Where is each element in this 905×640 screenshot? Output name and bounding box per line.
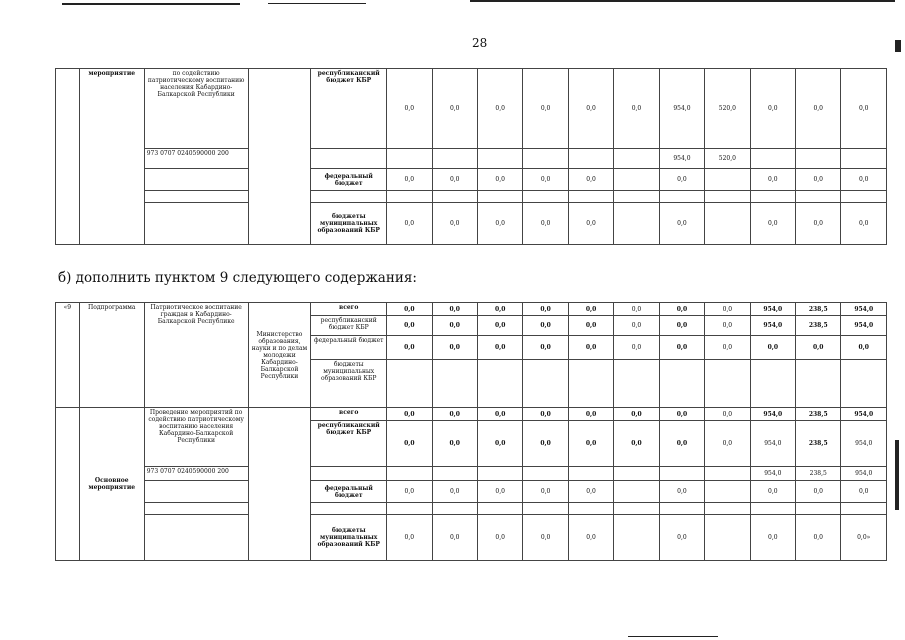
value-cell: 0,0 (614, 69, 659, 149)
value-cell (387, 503, 432, 515)
value-cell (432, 149, 477, 169)
value-cell (523, 360, 568, 408)
value-cell: 0,0 (841, 169, 887, 191)
cell-empty (387, 191, 432, 203)
value-cell: 0,0 (568, 515, 613, 561)
cell-empty (659, 191, 704, 203)
funding-source: всего (311, 408, 387, 421)
event-type-label: мероприятие (79, 69, 144, 245)
value-cell: 238,5 (796, 303, 841, 316)
value-cell: 0,0 (477, 481, 522, 503)
value-cell: 0,0 (705, 303, 750, 316)
value-cell: 0,0 (523, 303, 568, 316)
value-cell: 0,0 (432, 408, 477, 421)
value-cell (750, 503, 795, 515)
value-cell: 238,5 (796, 408, 841, 421)
cell-empty (705, 191, 750, 203)
section-heading: б) дополнить пунктом 9 следующего содержания: (58, 270, 417, 286)
value-cell (614, 149, 659, 169)
value-cell: 0,0 (477, 421, 522, 467)
value-cell: 238,5 (796, 316, 841, 336)
value-cell: 0,0 (614, 421, 659, 467)
value-cell: 0,0 (796, 336, 841, 360)
top-rule-left (62, 3, 240, 5)
value-cell: 0,0 (796, 481, 841, 503)
value-cell: 0,0 (796, 515, 841, 561)
value-cell: 0,0 (477, 515, 522, 561)
item-number: «9 (56, 303, 80, 408)
scan-edge-mark (895, 40, 901, 52)
funding-source (311, 467, 387, 481)
value-cell (477, 503, 522, 515)
value-cell: 0,0 (705, 316, 750, 336)
value-cell (523, 149, 568, 169)
cell-empty (841, 191, 887, 203)
value-cell: 0,0 (841, 69, 887, 149)
funding-source: республиканский бюджет КБР (311, 69, 387, 149)
value-cell: 0,0 (659, 336, 704, 360)
value-cell: 0,0 (705, 421, 750, 467)
value-cell: 954,0 (750, 421, 795, 467)
cell-empty (144, 169, 248, 191)
value-cell (841, 503, 887, 515)
value-cell: 0,0 (659, 169, 704, 191)
value-cell (614, 203, 659, 245)
value-cell: 0,0 (568, 421, 613, 467)
value-cell: 0,0 (568, 169, 613, 191)
value-cell: 0,0 (750, 336, 795, 360)
value-cell: 0,0 (477, 203, 522, 245)
funding-source (311, 503, 387, 515)
value-cell: 0,0 (523, 169, 568, 191)
value-cell (750, 360, 795, 408)
value-cell: 0,0 (568, 303, 613, 316)
value-cell (614, 481, 659, 503)
value-cell: 0,0 (387, 421, 432, 467)
value-cell: 0,0 (432, 481, 477, 503)
value-cell: 0,0 (432, 336, 477, 360)
value-cell: 954,0 (841, 316, 887, 336)
value-cell: 0,0 (750, 203, 795, 245)
value-cell: 0,0 (750, 515, 795, 561)
value-cell (796, 360, 841, 408)
top-rule-mid (268, 3, 366, 4)
value-cell: 954,0 (659, 69, 704, 149)
funding-source: федеральный бюджет (311, 169, 387, 191)
value-cell: 0,0 (659, 481, 704, 503)
value-cell (432, 467, 477, 481)
page-number: 28 (472, 36, 488, 50)
value-cell: 0,0 (796, 169, 841, 191)
value-cell: 954,0 (750, 467, 795, 481)
cell-empty (248, 69, 311, 245)
event-name: по содействию патриотическому воспитанию населения Кабардино-Балкарской Республики (144, 69, 248, 149)
value-cell (705, 481, 750, 503)
value-cell: 0,0 (568, 69, 613, 149)
value-cell: 0,0 (523, 408, 568, 421)
value-cell (477, 467, 522, 481)
cell-empty (568, 191, 613, 203)
value-cell: 0,0 (659, 303, 704, 316)
value-cell: 0,0 (523, 421, 568, 467)
value-cell (705, 503, 750, 515)
value-cell (659, 503, 704, 515)
funding-source: республиканский бюджет КБР (311, 316, 387, 336)
value-cell: 0,0 (841, 203, 887, 245)
value-cell (705, 360, 750, 408)
cell-empty (144, 515, 248, 561)
value-cell: 0,0 (568, 316, 613, 336)
value-cell: 0,0 (796, 203, 841, 245)
value-cell: 0,0 (750, 481, 795, 503)
scan-edge-mark (895, 440, 899, 510)
value-cell (705, 203, 750, 245)
value-cell: 0,0 (477, 336, 522, 360)
cell-empty (144, 203, 248, 245)
value-cell: 0,0 (568, 336, 613, 360)
value-cell: 0,0 (432, 303, 477, 316)
cell-empty (477, 191, 522, 203)
value-cell: 0,0 (432, 316, 477, 336)
value-cell (387, 467, 432, 481)
executor: Министерство образования, науки и по делам молодежи Кабардино-Балкарской Республики (248, 303, 311, 408)
cell-empty (56, 408, 80, 561)
value-cell: 0,0 (432, 203, 477, 245)
value-cell: 0,0 (387, 515, 432, 561)
value-cell (523, 467, 568, 481)
value-cell: 0,0 (387, 303, 432, 316)
main-event-name: Проведение мероприятий по содействию патриотическому воспитанию населения Кабардино-Балкарской Республики (144, 408, 248, 467)
value-cell: 0,0 (387, 481, 432, 503)
budget-code: 973 0707 0240590000 200 (144, 149, 248, 169)
value-cell: 0,0 (477, 69, 522, 149)
value-cell: 0,0 (477, 303, 522, 316)
cell-empty (523, 191, 568, 203)
value-cell: 520,0 (705, 149, 750, 169)
value-cell: 0,0 (387, 169, 432, 191)
cell-empty (144, 191, 248, 203)
bottom-rule (628, 636, 718, 637)
value-cell: 0,0 (387, 316, 432, 336)
budget-table-item-9 (55, 302, 887, 561)
funding-source: бюджеты муниципальных образований КБР (311, 515, 387, 561)
value-cell: 954,0 (750, 408, 795, 421)
cell-empty (432, 191, 477, 203)
value-cell: 0,0 (477, 316, 522, 336)
value-cell: 0,0 (432, 169, 477, 191)
cell-empty (614, 191, 659, 203)
value-cell: 0,0 (614, 408, 659, 421)
value-cell: 0,0 (387, 203, 432, 245)
value-cell: 954,0 (841, 303, 887, 316)
value-cell (796, 149, 841, 169)
cell-empty (248, 408, 311, 561)
value-cell: 0,0 (432, 421, 477, 467)
funding-source: федеральный бюджет (311, 481, 387, 503)
value-cell (432, 360, 477, 408)
value-cell (387, 149, 432, 169)
value-cell: 0,0 (568, 408, 613, 421)
budget-code: 973 0707 0240590000 200 (144, 467, 248, 481)
funding-source: республиканский бюджет КБР (311, 421, 387, 467)
value-cell: 954,0 (659, 149, 704, 169)
value-cell (705, 467, 750, 481)
value-cell (432, 503, 477, 515)
value-cell: 0,0 (659, 203, 704, 245)
top-rule-right (470, 0, 895, 2)
value-cell (841, 149, 887, 169)
value-cell (614, 467, 659, 481)
value-cell: 0,0 (523, 316, 568, 336)
budget-table-continuation (55, 68, 887, 245)
value-cell (477, 149, 522, 169)
value-cell (796, 503, 841, 515)
cell-empty (56, 69, 80, 245)
main-event-label: Основное мероприятие (79, 408, 144, 561)
value-cell (705, 515, 750, 561)
subprogram-label: Подпрограмма (79, 303, 144, 408)
value-cell: 0,0 (523, 203, 568, 245)
value-cell (568, 149, 613, 169)
value-cell: 0,0 (705, 408, 750, 421)
value-cell (659, 467, 704, 481)
value-cell: 0,0 (796, 69, 841, 149)
value-cell (568, 467, 613, 481)
value-cell: 0,0 (841, 481, 887, 503)
value-cell (523, 503, 568, 515)
value-cell: 520,0 (705, 69, 750, 149)
value-cell: 0,0 (523, 481, 568, 503)
value-cell: 954,0 (750, 316, 795, 336)
value-cell (614, 515, 659, 561)
value-cell: 0,0 (659, 515, 704, 561)
value-cell: 954,0 (750, 303, 795, 316)
value-cell: 0,0 (387, 408, 432, 421)
value-cell: 0,0 (432, 69, 477, 149)
value-cell (568, 360, 613, 408)
value-cell (387, 360, 432, 408)
value-cell (705, 169, 750, 191)
value-cell: 0,0 (659, 316, 704, 336)
value-cell: 0,0 (750, 69, 795, 149)
value-cell: 0,0 (614, 303, 659, 316)
value-cell: 238,5 (796, 421, 841, 467)
funding-source: всего (311, 303, 387, 316)
value-cell: 0,0 (523, 69, 568, 149)
funding-source: бюджеты муниципальных образований КБР (311, 360, 387, 408)
value-cell: 0,0 (477, 169, 522, 191)
cell-empty (311, 191, 387, 203)
value-cell: 238,5 (796, 467, 841, 481)
value-cell: 0,0 (614, 336, 659, 360)
value-cell: 0,0 (568, 481, 613, 503)
value-cell (750, 149, 795, 169)
value-cell: 0,0 (659, 408, 704, 421)
value-cell: 0,0 (568, 203, 613, 245)
value-cell: 0,0 (523, 336, 568, 360)
value-cell: 0,0 (387, 336, 432, 360)
value-cell (477, 360, 522, 408)
cell-empty (144, 503, 248, 515)
value-cell: 0,0 (614, 316, 659, 336)
value-cell: 0,0» (841, 515, 887, 561)
value-cell (614, 169, 659, 191)
value-cell: 0,0 (387, 69, 432, 149)
value-cell: 954,0 (841, 408, 887, 421)
value-cell: 0,0 (523, 515, 568, 561)
value-cell (568, 503, 613, 515)
value-cell (659, 360, 704, 408)
funding-source: бюджеты муниципальных образований КБР (311, 203, 387, 245)
value-cell: 0,0 (841, 336, 887, 360)
value-cell: 0,0 (705, 336, 750, 360)
value-cell: 0,0 (477, 408, 522, 421)
value-cell (614, 503, 659, 515)
funding-source: федеральный бюджет (311, 336, 387, 360)
cell-empty (750, 191, 795, 203)
value-cell: 0,0 (750, 169, 795, 191)
value-cell: 0,0 (432, 515, 477, 561)
value-cell (614, 360, 659, 408)
subprogram-name: Патриотическое воспитание граждан в Кабардино-Балкарской Республике (144, 303, 248, 408)
value-cell: 954,0 (841, 467, 887, 481)
value-cell: 0,0 (659, 421, 704, 467)
value-cell (841, 360, 887, 408)
cell-empty (144, 481, 248, 503)
value-cell: 954,0 (841, 421, 887, 467)
cell-empty (796, 191, 841, 203)
funding-source (311, 149, 387, 169)
